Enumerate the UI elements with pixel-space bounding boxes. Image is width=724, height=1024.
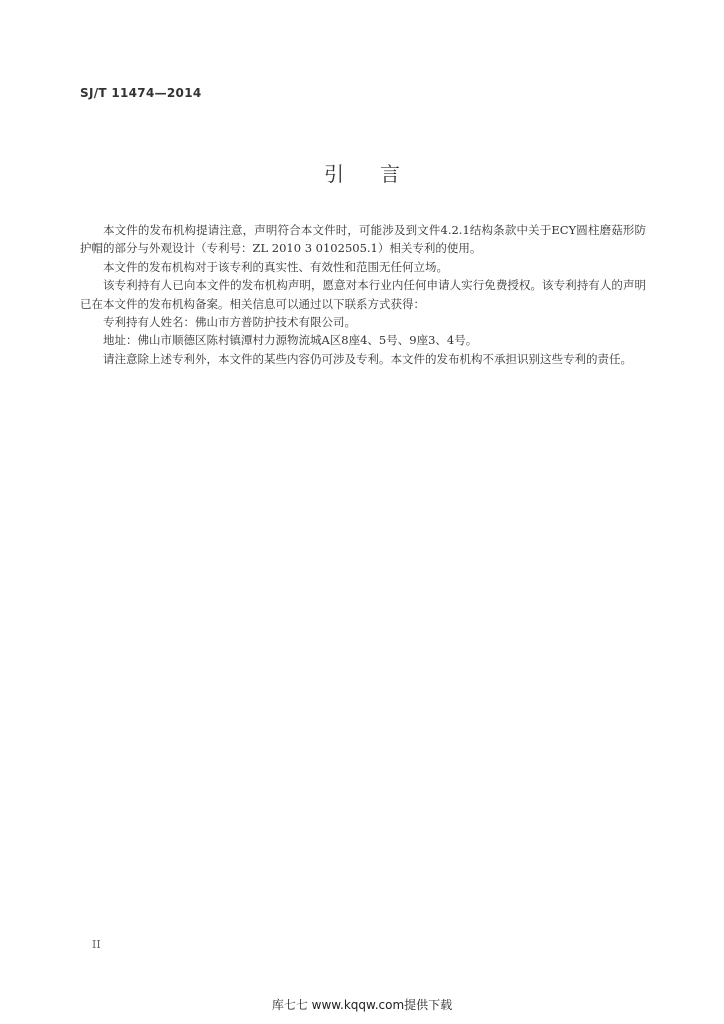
paragraph-address: 地址：佛山市顺德区陈村镇潭村力源物流城A区8座4、5号、9座3、4号。	[103, 333, 478, 348]
paragraph-disclaimer: 请注意除上述专利外，本文件的某些内容仍可涉及专利。本文件的发布机构不承担识别这些专利的责任。	[103, 351, 632, 366]
page-number: II	[92, 938, 101, 951]
download-footer: 库七七 www.kqqw.com提供下载	[271, 998, 453, 1012]
document-body	[80, 221, 646, 368]
page-title: 引言	[324, 162, 436, 186]
paragraph-no-position: 本文件的发布机构对于该专利的真实性、有效性和范围无任何立场。	[103, 259, 448, 274]
standard-code: SJ/T 11474—2014	[80, 86, 202, 100]
paragraph-holder-name: 专利持有人姓名：佛山市方普防护技术有限公司。	[103, 315, 356, 330]
paragraph-patent-notice: 本文件的发布机构提请注意，声明符合本文件时，可能涉及到文件4.2.1结构条款中关于ECY圆柱磨菇形防护帽的部分与外观设计（专利号：ZL 2010 3 0102505.1）相关专利的使用。	[80, 223, 646, 256]
paragraph-license-statement: 该专利持有人已向本文件的发布机构声明，愿意对本行业内任何申请人实行免费授权。该专利持有人的声明已在本文件的发布机构备案。相关信息可以通过以下联系方式获得：	[80, 278, 646, 311]
